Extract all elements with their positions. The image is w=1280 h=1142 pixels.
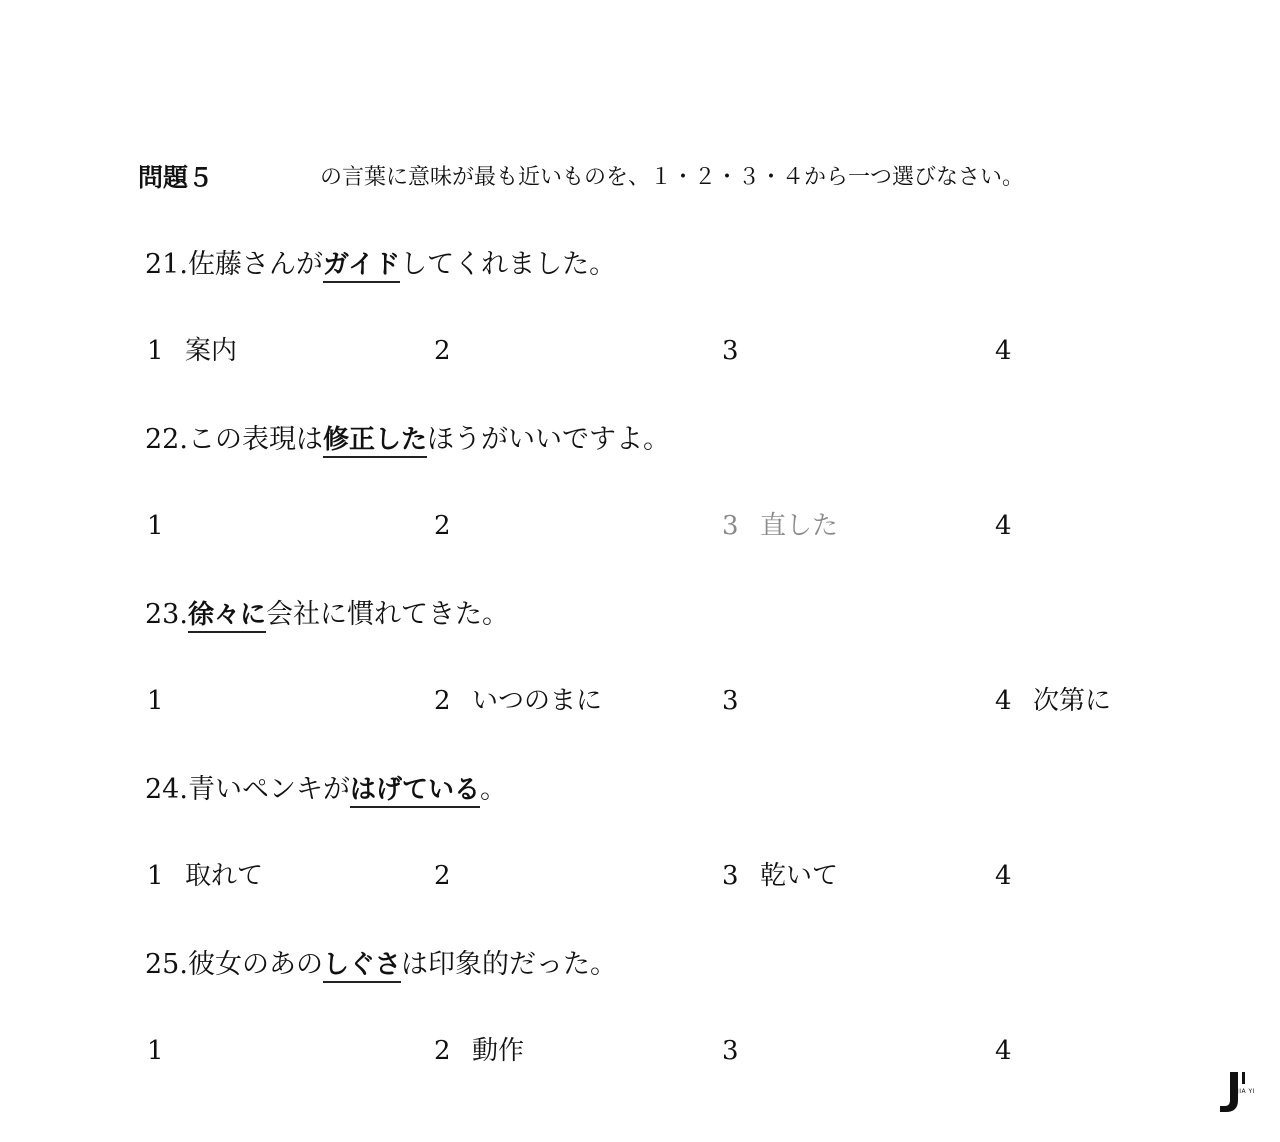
option-4[interactable] [995,506,1033,546]
option-4[interactable] [995,1031,1033,1071]
question-22 [145,420,670,460]
option-1[interactable] [147,506,185,546]
option-2[interactable] [434,681,602,721]
option-number: 1 [147,1036,164,1066]
option-number: 2 [434,1036,451,1066]
options-row-23 [0,681,1280,721]
question-25 [145,945,617,985]
underlined-target-word: ガイド [323,250,400,283]
option-3[interactable] [722,331,760,371]
option-number: 3 [722,1036,739,1066]
option-number: 3 [722,686,739,716]
option-1[interactable] [147,1031,185,1071]
underlined-target-word: はげている [350,775,480,808]
option-number: 2 [434,861,451,891]
question-23 [145,595,509,635]
options-row-22 [0,506,1280,546]
question-text-before: 22.この表現は [145,424,323,455]
question-text-after: ほうがいいですよ。 [426,424,670,455]
option-number: 1 [147,336,164,366]
option-number: 4 [995,336,1012,366]
option-number: 1 [147,861,164,891]
option-text: 動作 [472,1036,525,1066]
option-text: 取れて [185,861,264,891]
option-2[interactable] [434,331,472,371]
option-number: 4 [995,511,1012,541]
option-text: 直した [760,511,839,541]
option-text: 案内 [185,336,238,366]
option-1[interactable] [147,681,185,721]
option-text: 次第に [1033,686,1112,716]
underlined-target-word: しぐさ [323,950,401,983]
option-3[interactable] [722,856,838,896]
option-4[interactable] [995,331,1033,371]
question-24 [145,770,507,810]
option-number: 1 [147,511,164,541]
question-text-before: 24.青いペンキが [145,774,350,805]
option-number: 2 [434,336,451,366]
option-number: 3 [722,861,739,891]
option-2[interactable] [434,506,472,546]
question-text-after: は印象的だった。 [400,949,617,980]
option-number: 3 [722,336,739,366]
option-4[interactable] [995,681,1111,721]
question-text-before: 21.佐藤さんが [145,249,323,280]
underlined-target-word: 徐々に [188,600,266,633]
section-title: 問題５ [138,163,214,192]
question-text-after: してくれました。 [400,249,617,280]
question-text-before: 23. [145,599,188,630]
option-text: 乾いて [760,861,839,891]
option-2[interactable] [434,856,472,896]
option-3[interactable] [722,1031,760,1071]
question-text-after: 会社に慣れてきた。 [265,599,509,630]
option-number: 3 [722,511,739,541]
option-3[interactable] [722,506,838,546]
question-text-before: 25.彼女のあの [145,949,323,980]
options-row-24 [0,856,1280,896]
question-text-after: 。 [479,774,507,805]
logo-text: JIA YI [1237,1088,1255,1095]
option-3[interactable] [722,681,760,721]
question-21 [145,245,616,285]
option-2[interactable] [434,1031,524,1071]
options-row-25 [0,1031,1280,1071]
option-number: 2 [434,686,451,716]
option-number: 2 [434,511,451,541]
section-header [138,158,1138,198]
option-number: 4 [995,1036,1012,1066]
option-number: 4 [995,861,1012,891]
option-number: 4 [995,686,1012,716]
options-row-21 [0,331,1280,371]
option-1[interactable] [147,331,237,371]
underlined-target-word: 修正した [323,425,427,458]
option-text: いつのまに [472,686,603,716]
option-number: 1 [147,686,164,716]
section-instruction: の言葉に意味が最も近いものを、１・２・３・４から一つ選びなさい。 [320,165,1025,190]
option-4[interactable] [995,856,1033,896]
option-1[interactable] [147,856,263,896]
